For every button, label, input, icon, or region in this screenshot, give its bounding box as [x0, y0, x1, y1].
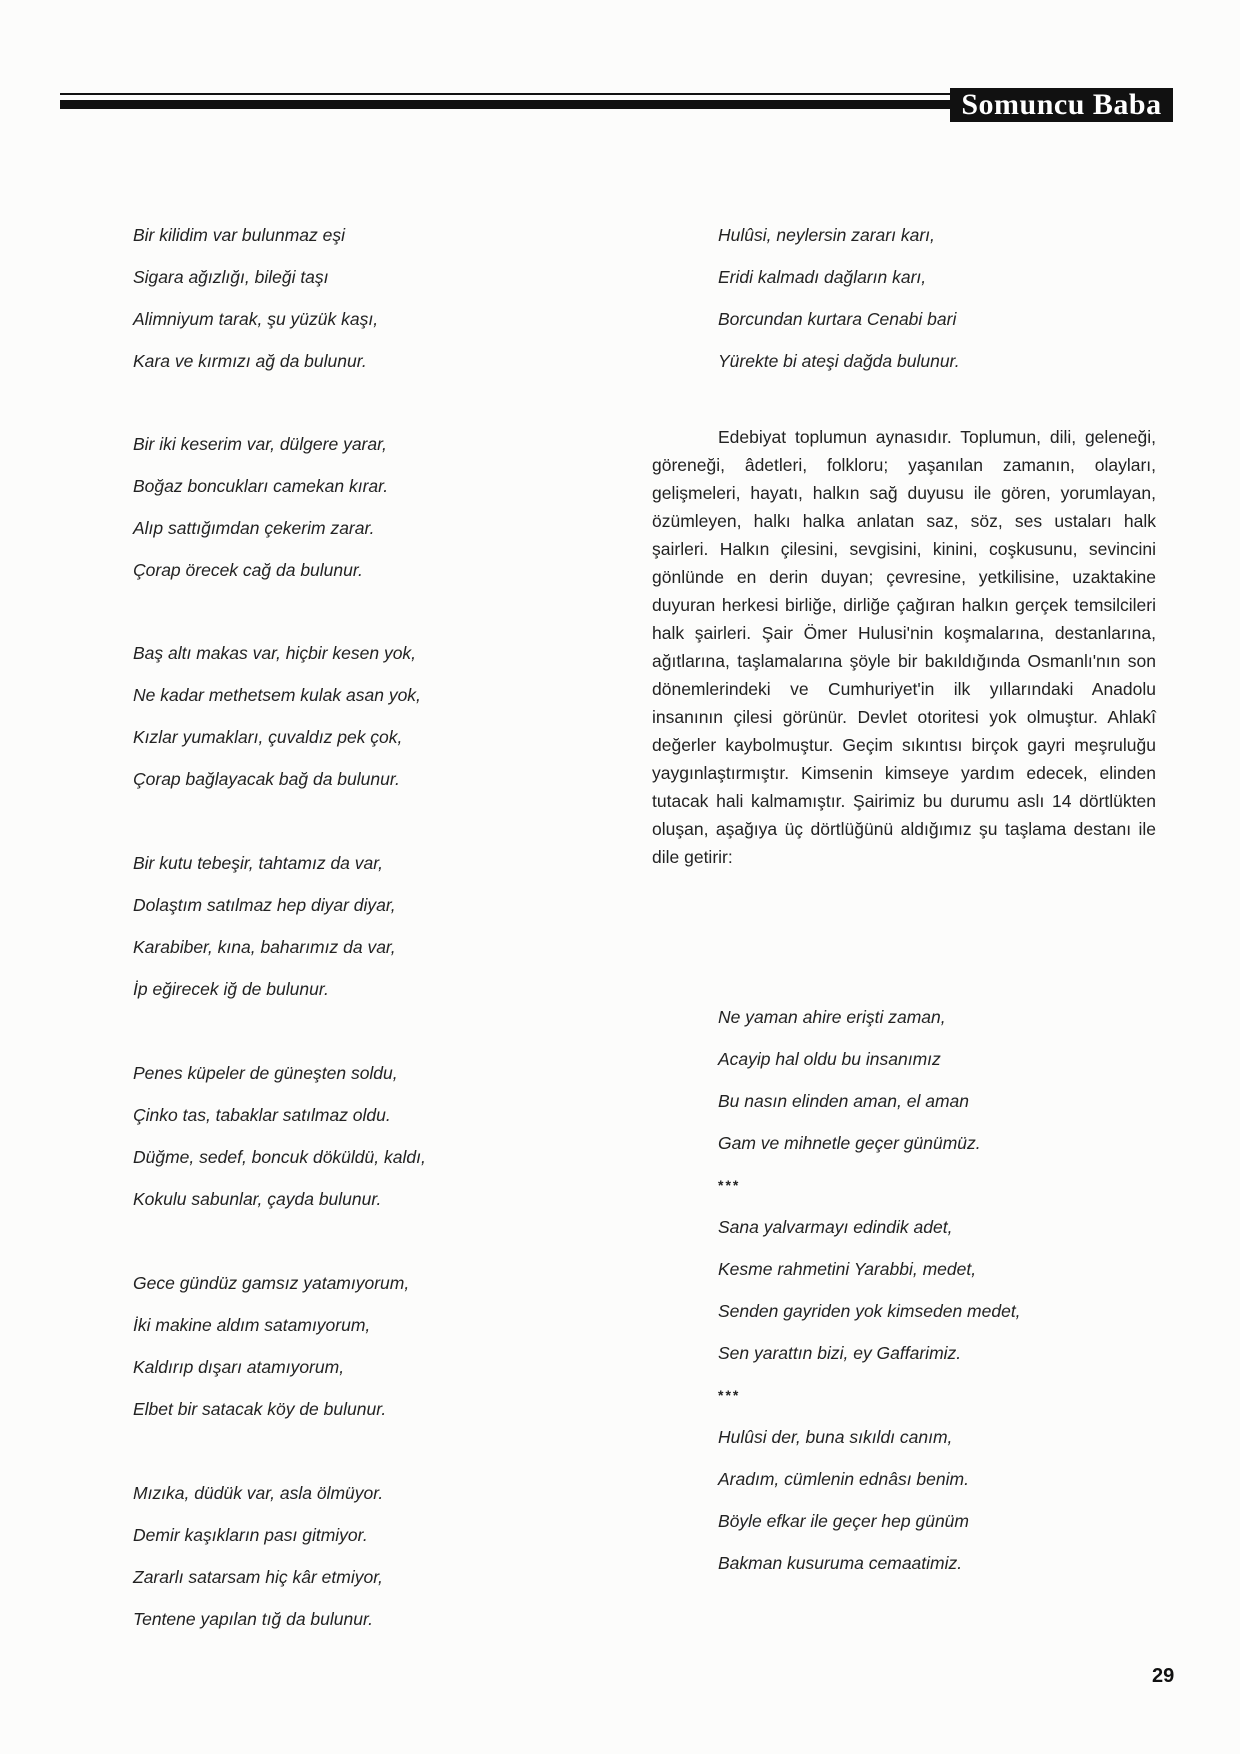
poem-line: Elbet bir satacak köy de bulunur.: [133, 1399, 387, 1419]
poem-line: Gece gündüz gamsız yatamıyorum,: [133, 1273, 410, 1293]
poem-line: Acayip hal oldu bu insanımız: [718, 1049, 941, 1069]
poem-line: Ne kadar methetsem kulak asan yok,: [133, 685, 421, 705]
poem-line: Penes küpeler de güneşten soldu,: [133, 1063, 398, 1083]
poem-line: Bakman kusuruma cemaatimiz.: [718, 1553, 963, 1573]
poem-line: İki makine aldım satamıyorum,: [133, 1315, 371, 1335]
poem-line: Alimniyum tarak, şu yüzük kaşı,: [133, 309, 379, 329]
left-stanza-3: [133, 632, 593, 800]
header-thick-rule: [60, 100, 950, 109]
poem-line: Çorap bağlayacak bağ da bulunur.: [133, 769, 400, 789]
poem-line: Bir iki keserim var, dülgere yarar,: [133, 434, 387, 454]
poem-line: Hulûsi, neylersin zararı karı,: [718, 225, 935, 245]
poem-line: Hulûsi der, buna sıkıldı canım,: [718, 1427, 953, 1447]
poem-line: Kesme rahmetini Yarabbi, medet,: [718, 1259, 977, 1279]
magazine-title: Somuncu Baba: [950, 88, 1173, 122]
body-paragraph: Edebiyat toplumun aynasıdır. Toplumun, dili, geleneği, göreneği, âdetleri, folkloru; yaşanılan zamanın, olayları, gelişmeleri, hayatı, halkın sağ duyusu ile gören, yorumlayan, özümleyen, halkı halka anlatan saz, söz, ses ustaları halk şairleri. Halkın çilesini, sevgisini, kinini, coşkusunu, sevincini gönlünde en derin duyan; çevresine, yetkilisine, uzaktakine duyuran herkesi birliğe, dirliğe çağıran halkın gerçek temsilcileri halk şairleri. Şair Ömer Hulusi'nin koşmalarına, destanlarına, ağıtlarına, taşlamalarına şöyle bir bakıldığında Osmanlı'nın son dönemlerindeki ve Cumhuriyet'in ilk yıllarındaki Anadolu insanının çilesi görünür. Devlet otoritesi yok olmuştur. Ahlakî değerler kaybolmuştur. Geçim sıkıntısı birçok gayri meşruluğu yaygınlaştırmıştır. Kimsenin kimseye yardım edecek, elinden tutacak hali kalmamıştır. Şairimiz bu durumu aslı 14 dörtlükten oluşan, aşağıya üç dörtlüğünü aldığımız şu taşlama destanı ile dile getirir:: [652, 427, 1156, 867]
poem-line: Dolaştım satılmaz hep diyar diyar,: [133, 895, 396, 915]
poem-line: Çorap örecek cağ da bulunur.: [133, 560, 363, 580]
poem-line: Zararlı satarsam hiç kâr etmiyor,: [133, 1567, 383, 1587]
poem-line: Çinko tas, tabaklar satılmaz oldu.: [133, 1105, 391, 1125]
poem-line: Bir kutu tebeşir, tahtamız da var,: [133, 853, 383, 873]
stanza-separator: ***: [718, 1177, 741, 1193]
poem-line: Karabiber, kına, baharımız da var,: [133, 937, 396, 957]
poem-line: Bir kilidim var bulunmaz eşi: [133, 225, 346, 245]
poem-line: Bu nasın elinden aman, el aman: [718, 1091, 969, 1111]
poem-line: Sigara ağızlığı, bileği taşı: [133, 267, 329, 287]
poem-line: Tentene yapılan tığ da bulunur.: [133, 1609, 374, 1629]
poem-line: Eridi kalmadı dağların karı,: [718, 267, 927, 287]
poem-line: Demir kaşıkların pası gitmiyor.: [133, 1525, 368, 1545]
page-number: 29: [1152, 1665, 1175, 1687]
poem-line: Senden gayriden yok kimseden medet,: [718, 1301, 1021, 1321]
poem-line: Sana yalvarmayı edindik adet,: [718, 1217, 953, 1237]
page-header: [0, 0, 1240, 140]
left-stanza-4: [133, 842, 593, 1010]
poem-line: Kokulu sabunlar, çayda bulunur.: [133, 1189, 382, 1209]
poem-line: Baş altı makas var, hiçbir kesen yok,: [133, 643, 417, 663]
poem-line: Düğme, sedef, boncuk döküldü, kaldı,: [133, 1147, 426, 1167]
poem-line: Mızıka, düdük var, asla ölmüyor.: [133, 1483, 384, 1503]
poem-line: Kara ve kırmızı ağ da bulunur.: [133, 351, 367, 371]
poem-line: Yürekte bi ateşi dağda bulunur.: [718, 351, 960, 371]
poem-line: Kaldırıp dışarı atamıyorum,: [133, 1357, 345, 1377]
right-top-stanza: [718, 214, 1158, 382]
poem-line: İp eğirecek iğ de bulunur.: [133, 979, 329, 999]
left-stanza-6: [133, 1262, 593, 1430]
left-stanza-1: [133, 214, 593, 382]
poem-line: Boğaz boncukları camekan kırar.: [133, 476, 389, 496]
poem-line: Alıp sattığımdan çekerim zarar.: [133, 518, 375, 538]
poem-line: Borcundan kurtara Cenabi bari: [718, 309, 957, 329]
left-stanza-7: [133, 1472, 593, 1640]
quoted-destan: [718, 996, 1158, 1584]
header-thin-rule: [60, 93, 950, 95]
poem-line: Gam ve mihnetle geçer günümüz.: [718, 1133, 981, 1153]
poem-line: Aradım, cümlenin ednâsı benim.: [718, 1469, 969, 1489]
poem-line: Kızlar yumakları, çuvaldız pek çok,: [133, 727, 403, 747]
left-stanza-5: [133, 1052, 593, 1220]
poem-line: Ne yaman ahire erişti zaman,: [718, 1007, 946, 1027]
left-stanza-2: [133, 423, 593, 591]
stanza-separator: ***: [718, 1387, 741, 1403]
poem-line: Sen yarattın bizi, ey Gaffarimiz.: [718, 1343, 962, 1363]
poem-line: Böyle efkar ile geçer hep günüm: [718, 1511, 969, 1531]
